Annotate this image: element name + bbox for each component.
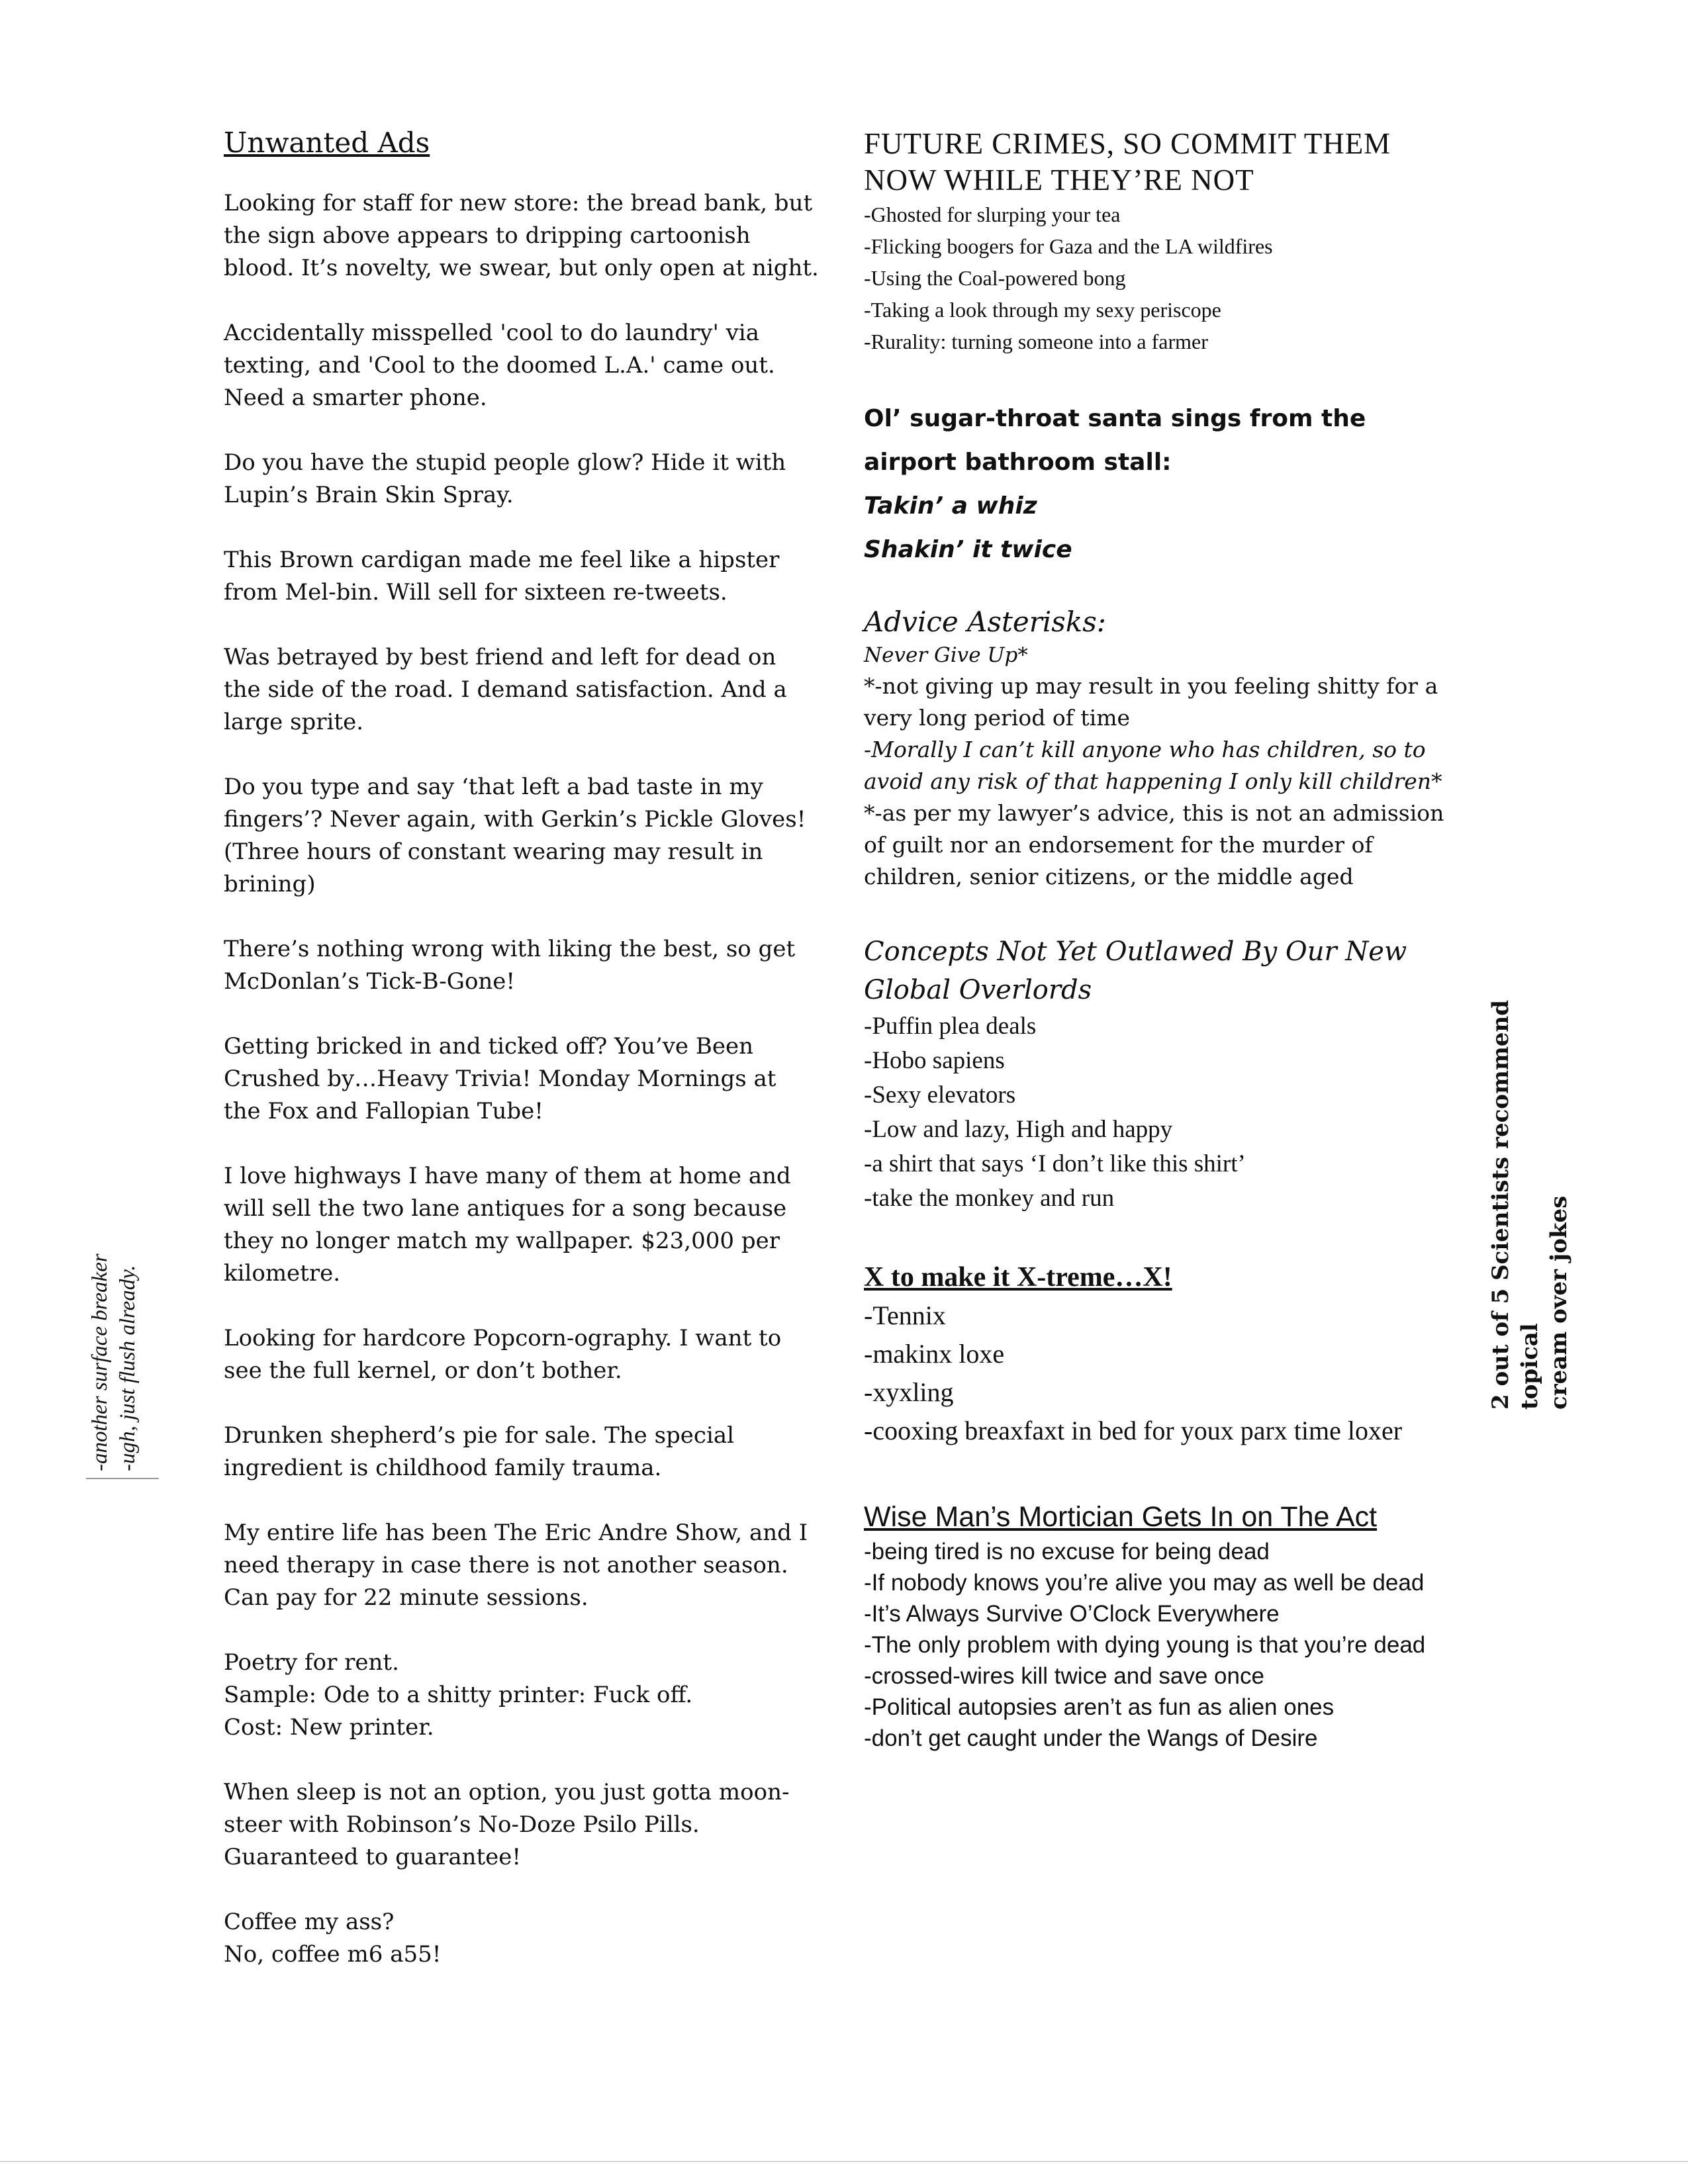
- advice-quote-2: -Morally I can’t kill anyone who has children, so to avoid any risk of that happening I only kill children*: [864, 737, 1442, 794]
- ad-text: Coffee my ass?: [224, 1908, 395, 1935]
- mortician-item: -being tired is no excuse for being dead: [864, 1539, 1270, 1565]
- right-side-note-line-1: 2 out of 5 Scientists recommend topical: [1487, 999, 1543, 1410]
- left-side-note-line-1: -another surface breaker: [88, 1253, 112, 1471]
- future-crime-item: -Using the Coal-powered bong: [864, 266, 1126, 290]
- ad-entry: [224, 1160, 820, 1290]
- concepts-title: Concepts Not Yet Outlawed By Our New Global Overlords: [864, 936, 1407, 1005]
- xtreme-item: -xyxling: [864, 1377, 954, 1407]
- concepts-list: [864, 1009, 1446, 1216]
- ad-entry: [224, 544, 820, 609]
- ad-entry: [224, 1647, 820, 1744]
- mortician-item: -don’t get caught under the Wangs of Desire: [864, 1725, 1318, 1751]
- ad-text: Cost: New printer.: [224, 1713, 434, 1741]
- ad-text: Looking for staff for new store: the bread bank, but the sign above appears to dripping cartoonish blood. It’s novelty, we swear, but only open at night.: [224, 189, 819, 281]
- ad-entry: [224, 1776, 820, 1874]
- advice-section: [864, 604, 1446, 893]
- concept-item: -a shirt that says ‘I don’t like this shirt’: [864, 1150, 1246, 1177]
- ads-list: [224, 187, 820, 1971]
- future-crime-item: -Flicking boogers for Gaza and the LA wildfires: [864, 234, 1273, 258]
- xtreme-title: X to make it X-treme…X!: [864, 1262, 1172, 1293]
- left-side-note-line-2: -ugh, just flush already.: [116, 1265, 140, 1471]
- ad-entry: [224, 187, 820, 285]
- right-column: [864, 126, 1446, 1754]
- concept-item: -Sexy elevators: [864, 1081, 1016, 1109]
- ad-text: Was betrayed by best friend and left for dead on the side of the road. I demand satisfaction. And a large sprite.: [224, 643, 787, 735]
- ad-entry: [224, 771, 820, 901]
- xtreme-list: [864, 1297, 1446, 1450]
- mortician-item: -If nobody knows you’re alive you may as well be dead: [864, 1570, 1425, 1596]
- concept-item: -Low and lazy, High and happy: [864, 1116, 1173, 1143]
- ad-entry: [224, 933, 820, 998]
- ad-entry: [224, 641, 820, 739]
- ad-entry: [224, 317, 820, 414]
- mortician-title: Wise Man’s Mortician Gets In on The Act: [864, 1501, 1378, 1533]
- santa-title: Ol’ sugar-throat santa sings from the airport bathroom stall:: [864, 405, 1366, 476]
- ad-entry: [224, 1030, 820, 1128]
- ad-text: Looking for hardcore Popcorn-ography. I want to see the full kernel, or don’t bother.: [224, 1324, 782, 1384]
- ad-text: My entire life has been The Eric Andre Show, and I need therapy in case there is not another season. Can pay for 22 minute sessions.: [224, 1519, 808, 1611]
- ad-text: When sleep is not an option, you just gotta moon-steer with Robinson’s No-Doze Psilo Pills. Guaranteed to guarantee!: [224, 1778, 790, 1870]
- ad-text: Accidentally misspelled 'cool to do laundry' via texting, and 'Cool to the doomed L.A.' came out. Need a smarter phone.: [224, 319, 775, 411]
- ad-entry: [224, 1517, 820, 1614]
- ad-text: Poetry for rent.: [224, 1649, 399, 1676]
- santa-section: [864, 397, 1446, 572]
- ad-entry: [224, 1420, 820, 1484]
- ad-entry: [224, 447, 820, 512]
- future-crime-item: -Taking a look through my sexy periscope: [864, 298, 1221, 322]
- right-side-note: [1486, 907, 1572, 1410]
- advice-quote-1: Never Give Up*: [864, 643, 1028, 667]
- ad-entry: [224, 1906, 820, 1971]
- future-crimes-list: [864, 199, 1446, 357]
- concept-item: -Hobo sapiens: [864, 1047, 1005, 1074]
- ad-text: Sample: Ode to a shitty printer: Fuck off.: [224, 1681, 693, 1708]
- unwanted-ads-column: [224, 126, 820, 2003]
- advice-title: Advice Asterisks:: [864, 606, 1106, 638]
- mortician-list: [864, 1536, 1446, 1754]
- ad-text: Getting bricked in and ticked off? You’ve Been Crushed by…Heavy Trivia! Monday Mornings at the Fox and Fallopian Tube!: [224, 1032, 776, 1124]
- xtreme-item: -Tennix: [864, 1300, 946, 1330]
- unwanted-ads-title: Unwanted Ads: [224, 126, 430, 159]
- ad-text: Drunken shepherd’s pie for sale. The special ingredient is childhood family trauma.: [224, 1422, 734, 1481]
- ad-text: Do you type and say ‘that left a bad taste in my fingers’? Never again, with Gerkin’s Pickle Gloves! (Three hours of constant wearing may result in brining): [224, 773, 806, 897]
- ad-text: Do you have the stupid people glow? Hide it with Lupin’s Brain Skin Spray.: [224, 449, 786, 508]
- concept-item: -Puffin plea deals: [864, 1013, 1037, 1040]
- mortician-item: -It’s Always Survive O’Clock Everywhere: [864, 1601, 1280, 1627]
- ad-text: There’s nothing wrong with liking the best, so get McDonlan’s Tick-B-Gone!: [224, 935, 796, 995]
- concept-item: -take the monkey and run: [864, 1185, 1115, 1212]
- ad-text: I love highways I have many of them at home and will sell the two lane antiques for a song because they no longer match my wallpaper. $23,000 per kilometre.: [224, 1162, 791, 1287]
- advice-note-1: *-not giving up may result in you feeling shitty for a very long period of time: [864, 673, 1438, 731]
- mortician-item: -crossed-wires kill twice and save once: [864, 1663, 1264, 1689]
- ad-entry: [224, 1322, 820, 1387]
- left-side-note: [86, 1193, 159, 1479]
- advice-note-2: *-as per my lawyer’s advice, this is not an admission of guilt nor an endorsement for the murder of children, senior citizens, or the middle aged: [864, 800, 1444, 889]
- ad-text: No, coffee m6 a55!: [224, 1940, 442, 1968]
- xtreme-item: -cooxing breaxfaxt in bed for youx parx time loxer: [864, 1416, 1403, 1445]
- right-side-note-line-2: cream over jokes: [1546, 1195, 1572, 1410]
- santa-lyric-1: Takin’ a whiz: [864, 492, 1037, 520]
- scan-edge-line: [0, 2161, 1688, 2162]
- mortician-item: -Political autopsies aren’t as fun as alien ones: [864, 1694, 1335, 1720]
- future-crime-item: -Rurality: turning someone into a farmer: [864, 330, 1208, 353]
- xtreme-item: -makinx loxe: [864, 1339, 1005, 1369]
- ad-text: This Brown cardigan made me feel like a hipster from Mel-bin. Will sell for sixteen re-tweets.: [224, 546, 780, 606]
- santa-lyric-2: Shakin’ it twice: [864, 536, 1072, 563]
- mortician-item: -The only problem with dying young is that you’re dead: [864, 1632, 1426, 1658]
- future-crime-item: -Ghosted for slurping your tea: [864, 203, 1121, 226]
- future-crimes-title: FUTURE CRIMES, SO COMMIT THEM NOW WHILE THEY’RE NOT: [864, 127, 1391, 197]
